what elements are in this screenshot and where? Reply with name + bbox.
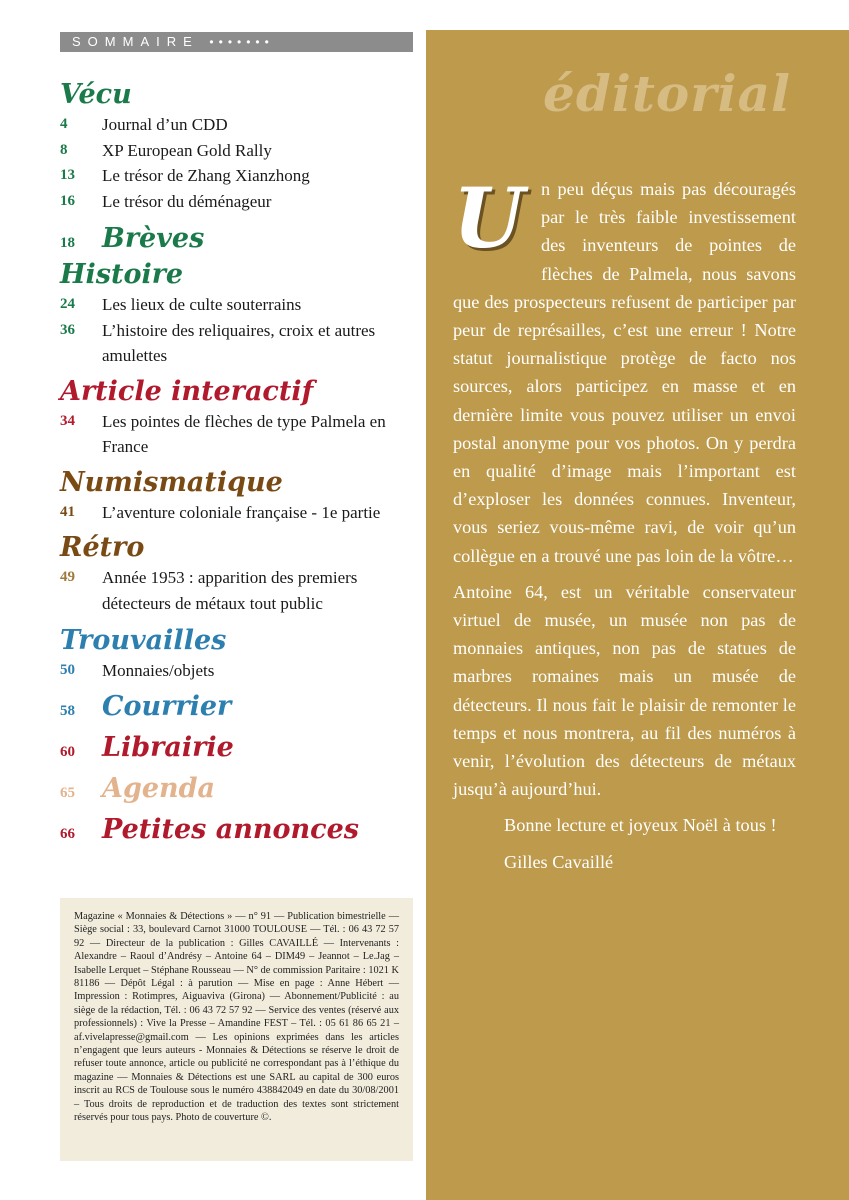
editorial-column: [426, 30, 849, 1200]
entry-title: XP European Gold Rally: [102, 140, 272, 160]
drop-cap: U: [453, 171, 525, 267]
toc-section-courrier[interactable]: [60, 688, 420, 726]
toc-entry[interactable]: [60, 138, 420, 164]
toc-section-numismatique: [60, 466, 420, 526]
entry-title: Les pointes de flèches de type Palmela en France: [102, 411, 386, 456]
toc-entry[interactable]: [60, 409, 420, 460]
entry-title: Année 1953 : apparition des premiers détecteurs de métaux tout public: [102, 568, 358, 613]
entry-title: Le trésor de Zhang Xianzhong: [102, 166, 310, 185]
entry-title: Les lieux de culte souterrains: [102, 295, 302, 314]
editorial-paragraph-3: Bonne lecture et joyeux Noël à tous !: [504, 815, 777, 836]
page-number: 34: [60, 412, 75, 429]
entry-title: Monnaies/objets: [102, 661, 215, 680]
toc-section-petites-annonces[interactable]: [60, 811, 420, 849]
editorial-body: [453, 171, 796, 884]
page-number: 50: [60, 662, 75, 678]
page-number: 58: [60, 702, 75, 719]
page-number: 4: [60, 116, 68, 132]
sommaire-header: [60, 32, 413, 52]
entry-title: Journal d’un CDD: [102, 115, 228, 134]
section-title: Trouvailles: [60, 625, 227, 656]
page-number: 24: [60, 296, 75, 312]
section-title: Petites annonces: [102, 813, 359, 845]
section-title: Courrier: [102, 690, 232, 722]
entry-title: Le trésor du déménageur: [102, 191, 272, 211]
page-number: 66: [60, 825, 75, 842]
section-title: Histoire: [60, 259, 184, 290]
section-title: Rétro: [60, 532, 145, 563]
page-number: 36: [60, 321, 75, 338]
toc-section-agenda[interactable]: [60, 770, 420, 808]
editorial-paragraph-1: [453, 171, 796, 570]
paragraph-text: n peu déçus mais pas découragés par le très faible investissement des inventeurs de pointes de flèches de Palmela, nous savons que des prospecteurs refusent de participer par peur de représailles, c’est une erreur ! Notre statut journalistique protège de facto nos sources, alors participez en masse et en dernière limite vous pouvez utiliser un envoi postal anonyme pour vos photos. On y perdra en qualité d’image mais l’important est d’exploser les données connues. Inventeur, vous seriez vous-même ravi, de voir qu’un collègue en a trouvé une pas loin de la vôtre…: [453, 179, 796, 566]
page-number: 60: [60, 743, 75, 760]
toc-entry[interactable]: [60, 189, 420, 215]
toc-section-histoire: [60, 258, 420, 369]
sommaire-label: SOMMAIRE: [72, 34, 199, 49]
toc-section-vecu: [60, 78, 420, 214]
toc-entry[interactable]: [60, 500, 420, 526]
page-number: 8: [60, 141, 68, 158]
publication-credits: Magazine « Monnaies & Détections » — n° 91 — Publication bimestrielle — Siège social : 33, boulevard Carnot 31000 TOULOUSE — Tél. : 06 43 72 57 92 — Directeur de la publication : Gilles CAVAILLÉ — Intervenants : Alexandre – Raoul d’Andrésy – Antoine 64 – DIM49 – Jeannot – Le.Jag – Isabelle Lerquet – Stéphane Rousseau — N° de commission Paritaire : 1021 K 81186 — Dépôt Légal : à parution — Mise en page : Anne Hébert — Impression : Rotimpres, Aiguaviva (Girona) — Abonnement/Publicité : au siège de la rédaction, Tél. : 06 43 72 57 92 — Service des ventes (réservé aux professionnels) : Vive la Presse – Amandine FEST – Tél. : 05 61 86 65 21 – af.vivelapresse@gmail.com — Les opinions exprimées dans les articles n’engagent que leurs auteurs - Monnaies & Détections se réserve le droit de refuser toute annonce, article ou publicité ne correspondant pas à l’éthique du magazine — Monnaies & Détections est une SARL au capital de 300 euros inscrit au RCS de Toulouse sous le numéro 438842049 en date du 30/08/2001 – Tous droits de reproduction et de traduction des textes sont strictement réservés pour tous pays. Photo de couverture ©.: [60, 898, 413, 1161]
toc-section-librairie[interactable]: [60, 729, 420, 767]
editorial-title: éditorial: [543, 64, 791, 123]
toc-list: [60, 78, 420, 849]
editorial-signature: Gilles Cavaillé: [504, 851, 614, 872]
section-title: Brèves: [102, 223, 205, 254]
page-number: 18: [60, 235, 75, 251]
entry-title: L’aventure coloniale française - 1e partie: [102, 502, 381, 522]
toc-entry[interactable]: [60, 163, 420, 189]
section-title: Librairie: [102, 731, 234, 763]
editorial-paragraph-2: Antoine 64, est un véritable conservateur virtuel de musée, un musée non pas de monnaies antiques, non pas de statues de marbres romaines mais un musée de détecteurs. Il nous fait le plaisir de remonter le temps et nous montrera, au fil des numéros à venir, l’évolution des détecteurs de métaux jusqu’à aujourd’hui.: [453, 581, 796, 800]
section-title: Article interactif: [60, 375, 314, 407]
toc-entry[interactable]: [60, 318, 420, 369]
toc-section-trouvailles: [60, 624, 420, 684]
toc-section-breves[interactable]: [60, 220, 420, 258]
toc-section-retro: [60, 531, 420, 616]
section-title: Numismatique: [60, 466, 283, 498]
page-number: 16: [60, 192, 75, 209]
section-title: Agenda: [102, 772, 216, 804]
section-title: Vécu: [60, 79, 132, 110]
page-number: 41: [60, 503, 75, 520]
toc-section-article-interactif: [60, 375, 420, 460]
sommaire-dots: •••••••: [209, 35, 274, 49]
page-number: 65: [60, 784, 75, 801]
page-number: 49: [60, 569, 75, 585]
toc-entry[interactable]: [60, 112, 420, 138]
entry-title: L’histoire des reliquaires, croix et autres amulettes: [102, 320, 376, 365]
toc-entry[interactable]: [60, 292, 420, 318]
toc-entry[interactable]: [60, 658, 420, 684]
toc-entry[interactable]: [60, 565, 420, 616]
page-number: 13: [60, 167, 75, 183]
